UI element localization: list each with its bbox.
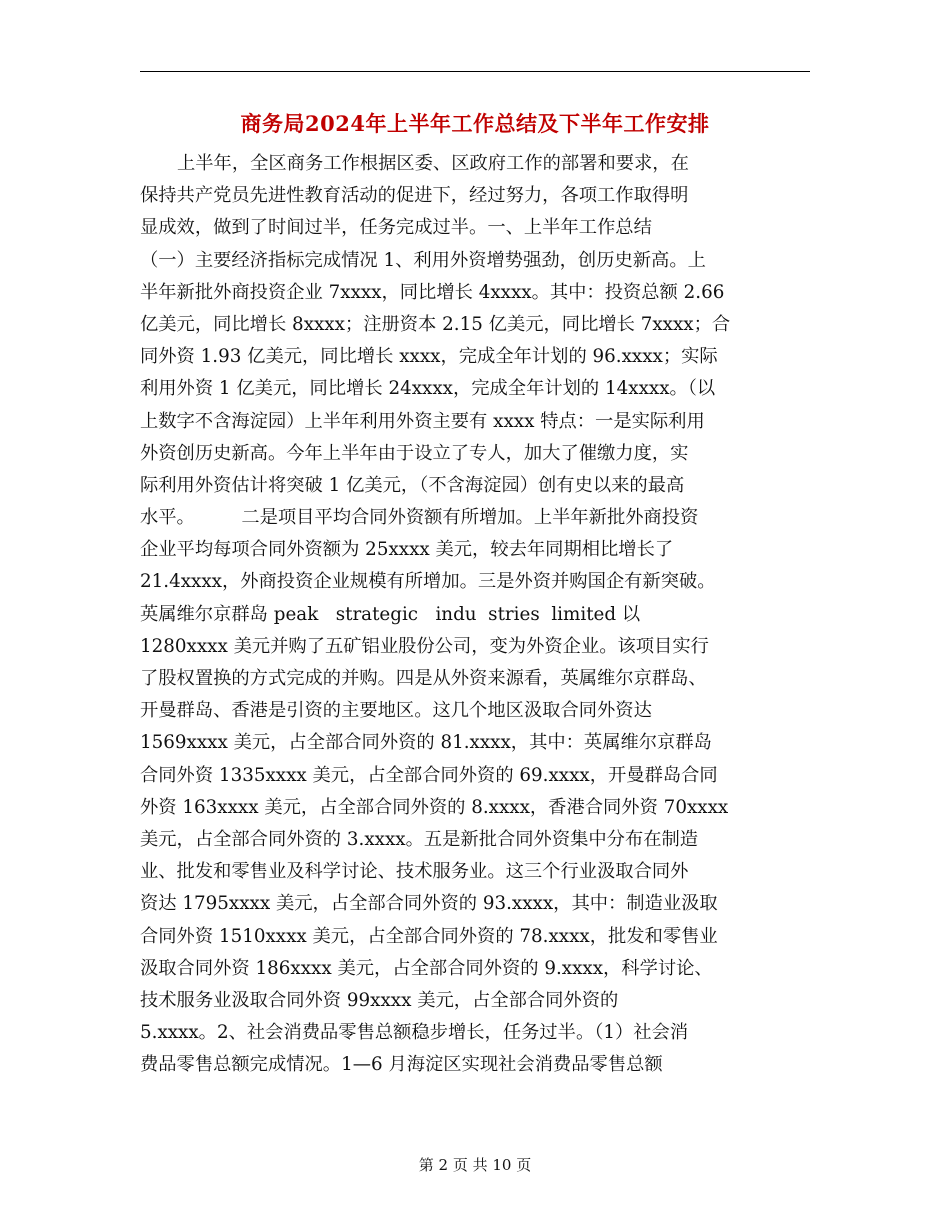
body-line: 开曼群岛、香港是引资的主要地区。这几个地区汲取合同外资达 (140, 700, 652, 722)
body-line: 5.xxxx。2、社会消费品零售总额稳步增长，任务过半。（1）社会消 (140, 1022, 689, 1044)
body-line: 美元，占全部合同外资的 3.xxxx。五是新批合同外资集中分布在制造 (140, 828, 699, 850)
body-line: 合同外资 1335xxxx 美元，占全部合同外资的 69.xxxx，开曼群岛合同 (140, 764, 718, 786)
body-line: 显成效，做到了时间过半，任务完成过半。一、上半年工作总结 (140, 217, 652, 239)
body-line: 利用外资 1 亿美元，同比增长 24xxxx，完成全年计划的 14xxxx。（以 (140, 378, 716, 400)
header-rule (140, 71, 810, 72)
page-number: 第 2 页 共 10 页 (418, 1156, 532, 1174)
body-line: 上半年，全区商务工作根据区委、区政府工作的部署和要求，在 (177, 153, 689, 174)
body-line: 同外资 1.93 亿美元，同比增长 xxxx，完成全年计划的 96.xxxx；实际 (140, 346, 718, 368)
body-line: 外资创历史新高。今年上半年由于设立了专人，加大了催缴力度，实 (140, 442, 689, 464)
body-line: 企业平均每项合同外资额为 25xxxx 美元，较去年同期相比增长了 (140, 539, 674, 561)
body-line: 技术服务业汲取合同外资 99xxxx 美元，占全部合同外资的 (140, 989, 619, 1011)
body-line: 费品零售总额完成情况。1—6 月海淀区实现社会消费品零售总额 (140, 1054, 663, 1076)
body-line: 1280xxxx 美元并购了五矿铝业股份公司，变为外资企业。该项目实行 (140, 635, 709, 657)
document-body (140, 148, 810, 1081)
body-line: 21.4xxxx，外商投资企业规模有所增加。三是外资并购国企有新突破。 (140, 571, 716, 593)
document-title: 商务局2024年上半年工作总结及下半年工作安排 (240, 111, 710, 136)
body-line: 资达 1795xxxx 美元，占全部合同外资的 93.xxxx，其中：制造业汲取 (140, 893, 718, 915)
body-line: 业、批发和零售业及科学讨论、技术服务业。这三个行业汲取合同外 (140, 861, 689, 883)
body-line: 1569xxxx 美元，占全部合同外资的 81.xxxx，其中：英属维尔京群岛 (140, 732, 712, 754)
body-line: 保持共产党员先进性教育活动的促进下，经过努力，各项工作取得明 (140, 185, 689, 207)
body-line: 外资 163xxxx 美元，占全部合同外资的 8.xxxx，香港合同外资 70xxxx (140, 796, 729, 818)
body-line: 合同外资 1510xxxx 美元，占全部合同外资的 78.xxxx，批发和零售业 (140, 925, 718, 947)
body-line: 际利用外资估计将突破 1 亿美元，（不含海淀园）创有史以来的最高 (140, 474, 685, 496)
body-line: 了股权置换的方式完成的并购。四是从外资来源看，英属维尔京群岛、 (140, 668, 707, 689)
body-line: 亿美元，同比增长 8xxxx；注册资本 2.15 亿美元，同比增长 7xxxx；合 (140, 313, 731, 335)
body-line: 半年新批外商投资企业 7xxxx，同比增长 4xxxx。其中：投资总额 2.66 (140, 281, 725, 303)
body-line: 汲取合同外资 186xxxx 美元，占全部合同外资的 9.xxxx，科学讨论、 (140, 957, 713, 979)
body-line: 水平。 二是项目平均合同外资额有所增加。上半年新批外商投资 (140, 507, 699, 529)
body-line: 上数字不含海淀园）上半年利用外资主要有 xxxx 特点：一是实际利用 (140, 410, 705, 432)
body-line: 英属维尔京群岛 peak strategic indu stries limited 以 (140, 603, 641, 625)
body-line: （一）主要经济指标完成情况 1、利用外资增势强劲，创历史新高。上 (140, 249, 706, 271)
